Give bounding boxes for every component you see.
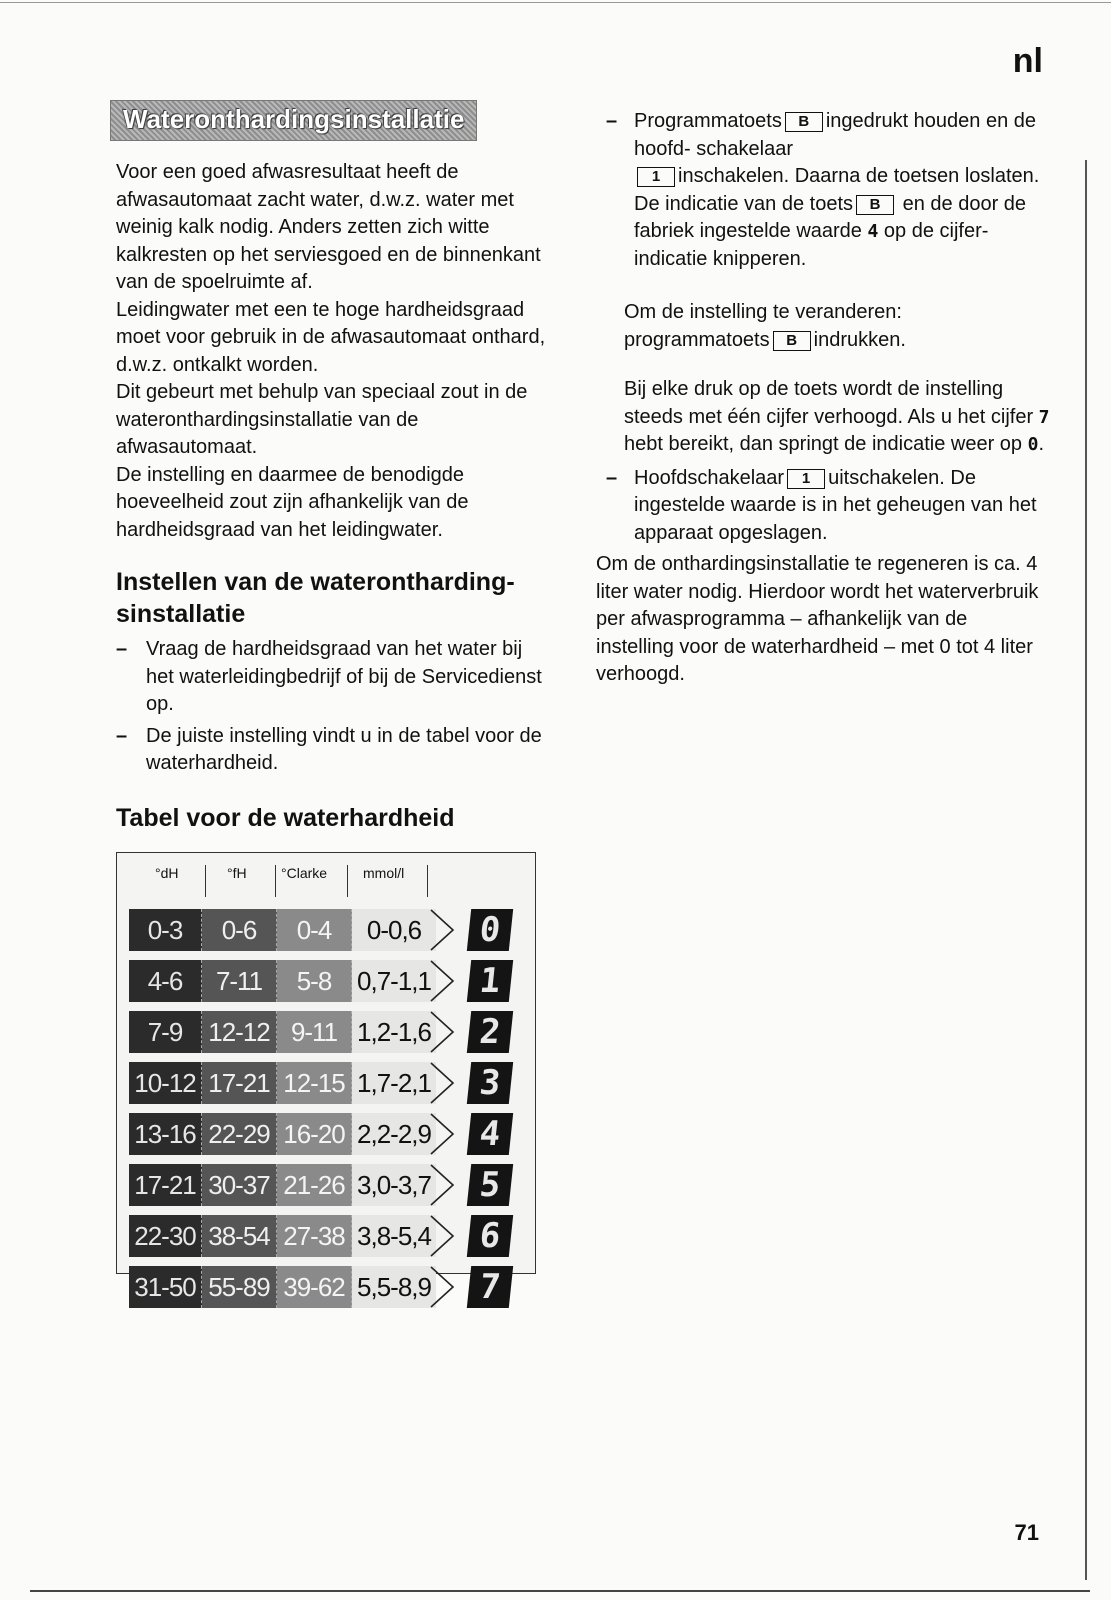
header-clarke: °Clarke (281, 864, 328, 881)
cell-mmol: 1,7-2,1 (352, 1062, 436, 1104)
intro-paragraph: Leidingwater met een te hoge hardheidsgraad moet voor gebruik in de afwasautomaat onthard, d.w.z. ontkalkt worden. (116, 298, 546, 376)
segment-display: 7 (467, 1266, 513, 1308)
cell-dH: 13-16 (129, 1113, 202, 1155)
cell-clarke: 9-11 (277, 1011, 352, 1053)
segment-display: 0 (467, 909, 513, 951)
cell-dH: 10-12 (129, 1062, 202, 1104)
table-row (129, 909, 529, 951)
cell-dH: 31-50 (129, 1266, 202, 1308)
language-marker: nl (1012, 42, 1043, 80)
cell-dH: 0-3 (129, 909, 202, 951)
cell-dH: 7-9 (129, 1011, 202, 1053)
cell-fH: 55-89 (202, 1266, 277, 1308)
cell-mmol: 5,5-8,9 (352, 1266, 436, 1308)
segment-digit-0: 0 (1027, 434, 1039, 455)
main-switch-key: 1 (637, 167, 675, 187)
cell-mmol: 3,8-5,4 (352, 1215, 436, 1257)
header-divider (275, 865, 276, 897)
intro-paragraph: De instelling en daarmee de benodigde hoeveelheid zout zijn afhankelijk van de hardheidsgraad van het leidingwater. (116, 463, 469, 541)
chevron-right-icon (429, 909, 455, 951)
cell-dH: 22-30 (129, 1215, 202, 1257)
segment-digit-4: 4 (867, 221, 879, 242)
cell-clarke: 0-4 (277, 909, 352, 951)
cell-clarke: 27-38 (277, 1215, 352, 1257)
table-row (129, 960, 529, 1002)
cell-dH: 17-21 (129, 1164, 202, 1206)
step-text: Hoofdschakelaar (634, 466, 785, 489)
program-key-b: B (785, 112, 823, 132)
cell-clarke: 39-62 (277, 1266, 352, 1308)
table-row (129, 1164, 529, 1206)
cell-clarke: 21-26 (277, 1164, 352, 1206)
right-column (596, 108, 1050, 689)
header-fh: °fH (227, 864, 247, 881)
table-header (117, 865, 447, 897)
cell-mmol: 3,0-3,7 (352, 1164, 436, 1206)
press-key-text (606, 376, 1050, 459)
chevron-right-icon (429, 960, 455, 1002)
chevron-right-icon (429, 1266, 455, 1308)
cell-clarke: 16-20 (277, 1113, 352, 1155)
bottom-scan-line (30, 1590, 1090, 1592)
cell-dH: 4-6 (129, 960, 202, 1002)
press-text: Bij elke druk op de toets wordt de instelling steeds met één cijfer verhoogd. Als u het cijfer (624, 378, 1034, 428)
cell-fH: 22-29 (202, 1113, 277, 1155)
press-text: hebt bereikt, dan springt de indicatie weer op (624, 433, 1023, 455)
change-setting-text (606, 299, 1050, 354)
step-text: op de cijfer- indicatie knipperen. (634, 220, 989, 270)
procedure-step (606, 465, 1050, 548)
header-divider (205, 865, 206, 897)
step-text: Programmatoets (634, 110, 782, 132)
segment-display: 1 (467, 960, 513, 1002)
segment-display: 2 (467, 1011, 513, 1053)
header-divider (427, 865, 428, 897)
procedure-steps-2 (606, 465, 1050, 548)
setup-step: – De juiste instelling vindt u in de tabel voor de waterhardheid. (116, 723, 554, 778)
header-dh: °dH (155, 864, 179, 881)
section-banner: Wateronthardingsinstallatie (110, 100, 477, 141)
cell-mmol: 0,7-1,1 (352, 960, 436, 1002)
table-row (129, 1062, 529, 1104)
cell-fH: 30-37 (202, 1164, 277, 1206)
header-divider (347, 865, 348, 897)
step-text: inschakelen. Daarna de toetsen loslaten. De indicatie van de toets (634, 165, 1040, 215)
procedure-step (606, 108, 1050, 273)
chevron-right-icon (429, 1215, 455, 1257)
step-text: ingedrukt houden en de hoofd- schakelaar (634, 110, 1037, 160)
chevron-right-icon (429, 1011, 455, 1053)
table-rows (129, 909, 529, 1317)
regeneration-text: Om de onthardingsinstallatie te regeneren is ca. 4 liter water nodig. Hierdoor wordt het waterverbruik per afwasprogramma – afhankelijk van de instelling voor de waterhardheid – met 0 tot 4 liter verhoogd. (596, 553, 1039, 685)
water-hardness-table (116, 852, 536, 1307)
header-mmol: mmol/l (363, 864, 405, 881)
intro-paragraph: Dit gebeurt met behulp van speciaal zout in de wateronthardingsinstallatie van de afwasautomaat. (116, 381, 528, 458)
change-text: indrukken. (813, 328, 906, 351)
cell-fH: 7-11 (202, 960, 277, 1002)
cell-fH: 0-6 (202, 909, 277, 951)
cell-clarke: 5-8 (277, 960, 352, 1002)
step-text: en de door de fabriek ingestelde waarde (634, 192, 1027, 242)
press-text: . (1038, 433, 1044, 455)
chevron-right-icon (429, 1164, 455, 1206)
table-heading: Tabel voor de waterhardheid (116, 803, 455, 832)
setup-steps (116, 636, 554, 778)
main-switch-key: 1 (787, 469, 825, 489)
top-scan-line (0, 2, 1111, 3)
table-row (129, 1215, 529, 1257)
page-number: 71 (1014, 1520, 1039, 1545)
setup-heading: Instellen van de wateronthardingsinstallatie (116, 568, 515, 628)
segment-digit-7: 7 (1038, 406, 1050, 428)
change-text: Om de instelling te veranderen: programmatoets (624, 301, 902, 351)
cell-mmol: 2,2-2,9 (352, 1113, 436, 1155)
segment-display: 6 (467, 1215, 513, 1257)
cell-fH: 12-12 (202, 1011, 277, 1053)
program-key-b: B (773, 331, 811, 351)
table-row (129, 1266, 529, 1308)
intro-paragraph: Voor een goed afwasresultaat heeft de afwasautomaat zacht water, d.w.z. water met weinig kalk nodig. Anders zetten zich witte kalkresten op het serviesgoed en de binnenkant van de spoelruimte af. (116, 161, 541, 293)
setup-step: – Vraag de hardheidsgraad van het water bij het waterleidingbedrijf of bij de Servicedienst op. (116, 636, 554, 719)
procedure-steps (606, 108, 1050, 273)
table-row (129, 1011, 529, 1053)
left-column (116, 100, 554, 1307)
segment-display: 4 (467, 1113, 513, 1155)
table-row (129, 1113, 529, 1155)
cell-mmol: 1,2-1,6 (352, 1011, 436, 1053)
cell-mmol: 0-0,6 (352, 909, 436, 951)
step-text: uitschakelen. De ingestelde waarde is in het geheugen van het apparaat opgeslagen. (634, 466, 1037, 544)
program-key-b: B (856, 195, 894, 215)
cell-clarke: 12-15 (277, 1062, 352, 1104)
segment-display: 5 (467, 1164, 513, 1206)
cell-fH: 17-21 (202, 1062, 277, 1104)
chevron-right-icon (429, 1062, 455, 1104)
intro-text (116, 159, 554, 544)
segment-display: 3 (467, 1062, 513, 1104)
cell-fH: 38-54 (202, 1215, 277, 1257)
right-scan-line (1085, 160, 1087, 1580)
chevron-right-icon (429, 1113, 455, 1155)
